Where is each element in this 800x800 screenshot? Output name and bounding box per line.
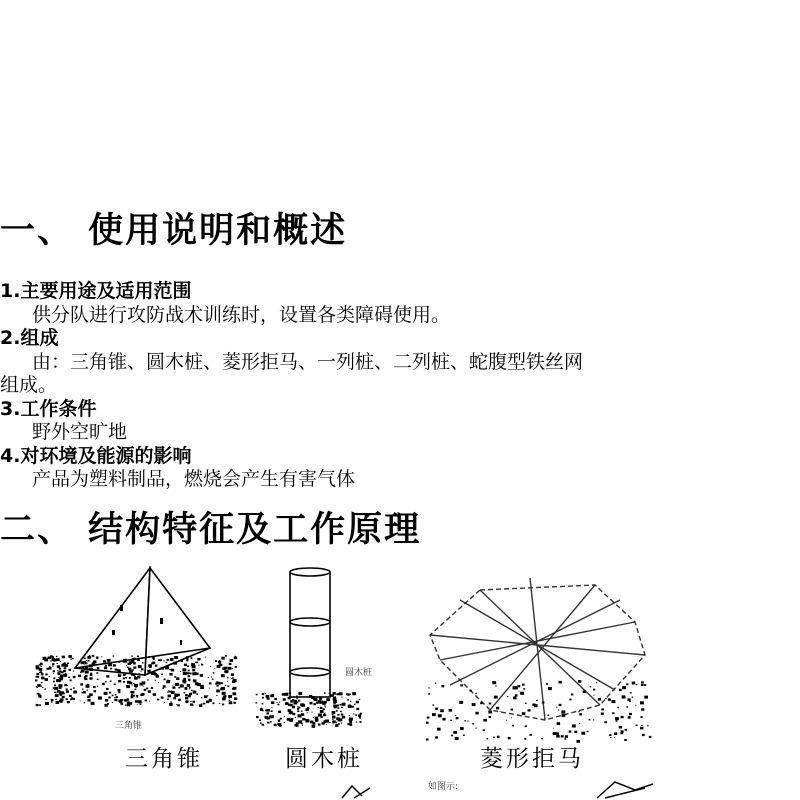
pyramid-caption: 三角锥 [125, 746, 203, 772]
item-4-text: 产品为塑料制品，燃烧会产生有害气体 [32, 468, 356, 490]
item-4-heading: 4.对环境及能源的影响 [0, 444, 192, 467]
section-1-body [0, 280, 800, 492]
bottom-left-sketch [340, 782, 380, 800]
pyramid-small-label: 三角锥 [115, 721, 143, 731]
frame-caption: 菱形拒马 [480, 746, 584, 772]
section-1-title: 一、 使用说明和概述 [0, 211, 348, 251]
item-2-heading: 2.组成 [0, 327, 59, 349]
frame-figure [420, 560, 655, 745]
item-2-text: 由：三角锥、圆木桩、菱形拒马、一列桩、二列桩、蛇腹型铁丝网 [32, 350, 584, 373]
item-1-heading: 1.主要用途及适用范围 [0, 280, 192, 302]
item-1-text: 供分队进行攻防战术训练时，设置各类障碍使用。 [32, 303, 451, 326]
item-3-text: 野外空旷地 [32, 421, 128, 443]
bottom-right-sketch [595, 778, 655, 800]
item-3-heading: 3.工作条件 [0, 397, 97, 420]
pyramid-figure [20, 560, 240, 740]
section-2-title: 二、 结构特征及工作原理 [0, 510, 422, 550]
bottom-note: 如图示: [428, 782, 459, 792]
post-figure [250, 560, 373, 740]
post-caption: 圆木桩 [285, 746, 363, 772]
item-2-continuation: 组成。 [0, 374, 58, 396]
post-small-label: 圆木桩 [345, 668, 373, 678]
